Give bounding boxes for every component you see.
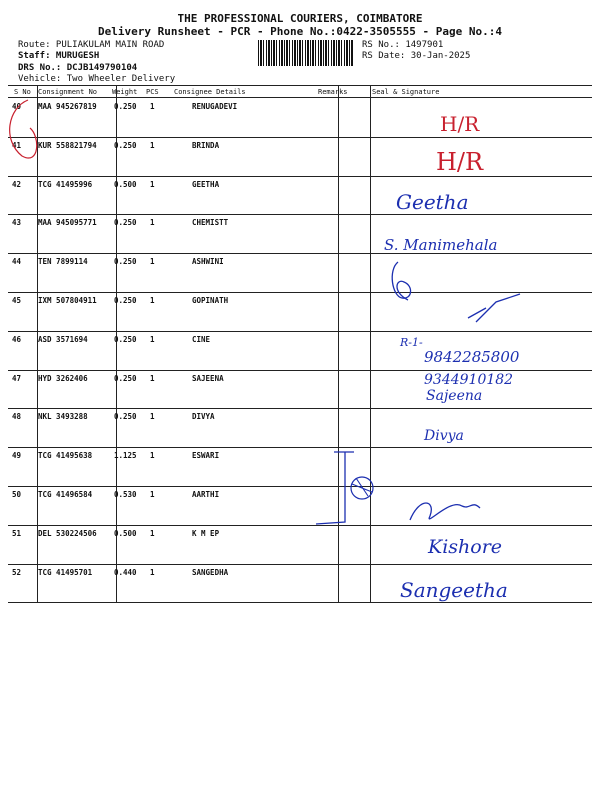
row-pcs: 1 (150, 528, 155, 538)
row-weight: 0.440 (114, 567, 137, 577)
row-consignment: HYD 3262406 (38, 373, 88, 383)
red-circle-mark (10, 100, 37, 158)
row-pcs: 1 (150, 179, 155, 189)
row-sno: 45 (12, 296, 22, 305)
row-consignment: TCG 41496584 (38, 490, 93, 499)
row-consignee: CINE (192, 334, 211, 344)
col-header-consignee: Consignee Details (174, 88, 246, 96)
row-sno: 44 (12, 257, 22, 267)
row-pcs: 1 (150, 567, 155, 577)
row-consignment: MAA 945267819 (38, 102, 97, 111)
col-header-consignment: Consignment No (38, 88, 98, 96)
row-pcs: 1 (150, 373, 155, 383)
handwriting-row-46-phone: 9842285800 (424, 348, 520, 366)
company-title: THE PROFESSIONAL COURIERS, COIMBATORE (177, 12, 423, 25)
rs-number: RS No.: 1497901 (362, 40, 444, 50)
drs-label: DRS No.: DCJB149790104 (18, 63, 138, 73)
row-consignment: IXM 507804911 (38, 296, 97, 305)
row-pcs: 1 (150, 451, 155, 461)
row-weight: 0.250 (114, 140, 137, 150)
row-sno: 50 (12, 490, 22, 499)
runsheet-subtitle: Delivery Runsheet - PCR - Phone No.:0422-3505555 - Page No.:4 (98, 25, 502, 38)
row-weight: 0.250 (114, 373, 137, 383)
row-consignment: TCG 41495996 (38, 179, 93, 189)
row-pcs: 1 (150, 412, 155, 422)
handwriting-row-46-note: R-1- (400, 336, 423, 349)
staff-label: Staff: MURUGESH (18, 51, 100, 61)
col-header-remarks: Remarks (318, 88, 348, 96)
row-pcs: 1 (150, 140, 155, 150)
row-weight: 0.250 (114, 257, 137, 267)
row-sno: 46 (12, 334, 22, 344)
row-consignee: GEETHA (192, 179, 220, 189)
row-pcs: 1 (150, 257, 155, 267)
row-sno: 40 (12, 102, 22, 111)
signature-row-45 (468, 294, 520, 322)
row-consignment: TCG 41495638 (38, 451, 93, 461)
vehicle-label: Vehicle: Two Wheeler Delivery (18, 74, 176, 84)
col-header-seal: Seal & Signature (372, 88, 440, 96)
row-weight: 0.250 (114, 296, 137, 305)
remarks-bracket-mark (316, 452, 354, 524)
rs-date: RS Date: 30-Jan-2025 (362, 51, 471, 61)
handwriting-row-52: Sangeetha (400, 578, 508, 602)
row-sno: 42 (12, 179, 22, 189)
row-consignee: GOPINATH (192, 296, 229, 305)
handwriting-row-43: S. Manimehala (384, 236, 498, 254)
row-consignment: TEN 7899114 (38, 257, 88, 267)
row-consignee: K M EP (192, 528, 220, 538)
signature-row-44 (392, 262, 410, 300)
signature-row-50 (410, 503, 480, 520)
row-consignee: AARTHI (192, 490, 220, 499)
row-consignee: CHEMISTT (192, 218, 229, 228)
row-consignee: SAJEENA (192, 373, 224, 383)
row-consignee: RENUGADEVI (192, 102, 238, 111)
row-sno: 41 (12, 140, 22, 150)
handwriting-row-47-phone: 9344910182 (424, 372, 514, 388)
handwriting-row-41: H/R (436, 148, 484, 176)
col-header-pcs: PCS (146, 88, 159, 96)
remarks-scribble-mark (352, 478, 372, 496)
handwriting-row-47-name: Sajeena (426, 388, 483, 404)
row-consignment: KUR 558821794 (38, 140, 97, 150)
row-sno: 47 (12, 373, 22, 383)
row-weight: 0.250 (114, 218, 137, 228)
row-consignment: ASD 3571694 (38, 334, 88, 344)
row-consignee: BRINDA (192, 140, 220, 150)
row-pcs: 1 (150, 218, 155, 228)
row-weight: 0.250 (114, 334, 137, 344)
row-sno: 43 (12, 218, 22, 228)
row-consignment: TCG 41495701 (38, 567, 93, 577)
col-header-sno: S No (14, 88, 31, 96)
row-consignment: MAA 945095771 (38, 218, 97, 228)
row-weight: 0.250 (114, 412, 137, 422)
row-consignee: SANGEDHA (192, 567, 229, 577)
row-pcs: 1 (150, 296, 155, 305)
row-sno: 51 (12, 528, 22, 538)
row-sno: 52 (12, 567, 22, 577)
row-weight: 0.500 (114, 528, 137, 538)
row-consignment: DEL 530224506 (38, 528, 97, 538)
row-pcs: 1 (150, 102, 155, 111)
row-sno: 49 (12, 451, 22, 461)
row-consignee: DIVYA (192, 412, 215, 422)
row-consignee: ESWARI (192, 451, 220, 461)
row-weight: 1.125 (114, 451, 137, 461)
row-weight: 0.500 (114, 179, 137, 189)
row-pcs: 1 (150, 334, 155, 344)
row-weight: 0.530 (114, 490, 137, 499)
handwriting-row-40: H/R (440, 112, 480, 136)
handwriting-row-51: Kishore (428, 536, 503, 558)
handwriting-row-42: Geetha (396, 190, 469, 214)
row-pcs: 1 (150, 490, 155, 499)
col-header-weight: Weight (112, 88, 138, 96)
row-consignment: NKL 3493288 (38, 412, 88, 422)
row-sno: 48 (12, 412, 22, 422)
row-consignee: ASHWINI (192, 257, 224, 267)
route-label: Route: PULIAKULAM MAIN ROAD (18, 40, 165, 50)
handwriting-row-48: Divya (424, 428, 464, 444)
row-weight: 0.250 (114, 102, 137, 111)
